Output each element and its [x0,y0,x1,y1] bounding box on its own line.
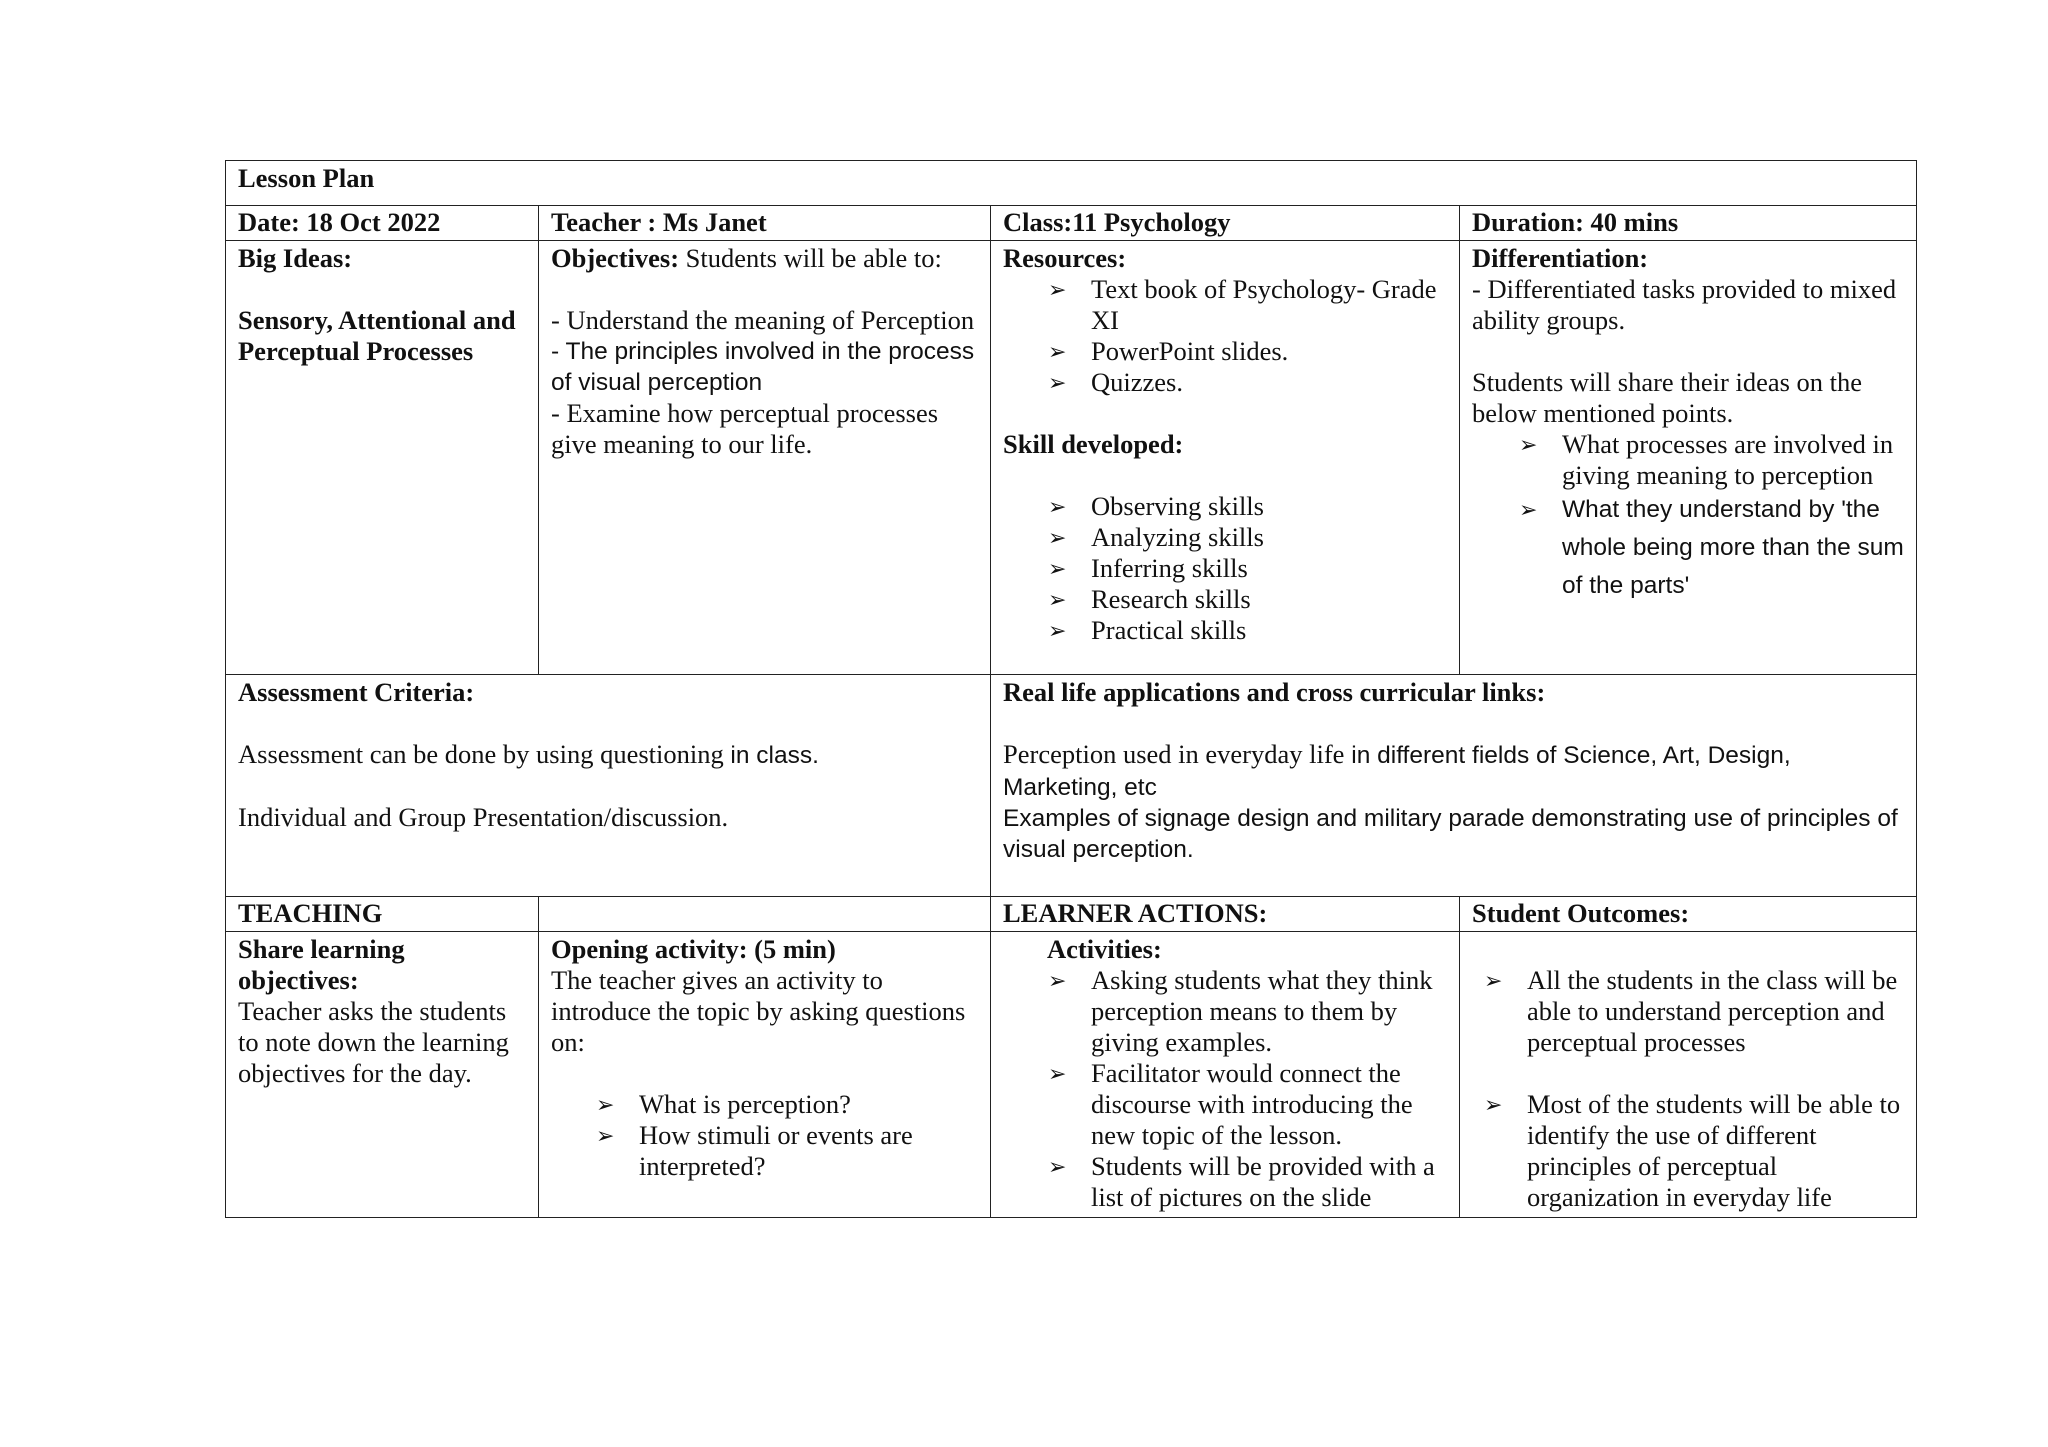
big-ideas-cell [226,240,539,675]
big-ideas-heading: Big Ideas: [238,242,353,273]
list-item: ➢ Students will be provided with a list of pictures on the slide [1048,1150,1435,1212]
objective-item: - Examine how perceptual processes give meaning to our life. [551,397,939,459]
list-item: ➢ Asking students what they think perception means to them by giving examples. [1048,964,1433,1057]
objective-item: - Understand the meaning of Perception [551,304,975,335]
class-cell: Class:11 Psychology [991,206,1460,240]
list-item: ➢ Research skills [1048,583,1251,614]
arrow-bullet-icon: ➢ [1484,1091,1503,1117]
objectives-cell [539,240,991,675]
resources-cell [991,240,1460,675]
lesson-plan-table [225,160,1917,1218]
arrow-bullet-icon: ➢ [596,1122,615,1148]
outcomes-cell [1460,931,1917,1218]
assessment-cell [226,675,991,897]
opening-text: The teacher gives an activity to introduce the topic by asking questions on: [551,964,966,1057]
opening-heading: Opening activity: (5 min) [551,933,836,964]
assessment-heading: Assessment Criteria: [238,677,475,708]
resources-list [1003,274,1447,398]
arrow-bullet-icon: ➢ [1048,617,1067,643]
real-life-text: Perception used in everyday life [1003,739,1345,770]
teacher-cell: Teacher : Ms Janet [539,206,991,240]
arrow-bullet-icon: ➢ [1048,369,1067,395]
lesson-plan-title: Lesson Plan [226,161,1917,206]
assessment-text: Assessment can be done by using questioning [238,739,731,770]
student-outcomes-header: Student Outcomes: [1460,897,1917,931]
arrow-bullet-icon: ➢ [1048,276,1067,302]
list-item: ➢ What they understand by 'the whole being more than the sum of the parts' [1519,491,1904,605]
learner-actions-header: LEARNER ACTIONS: [991,897,1460,931]
list-item: ➢ Inferring skills [1048,552,1248,583]
resources-heading: Resources: [1003,242,1127,273]
real-life-text: Examples of signage design and military parade demonstrating use of principles of visual perception. [1003,805,1898,864]
activities-cell [991,931,1460,1218]
arrow-bullet-icon: ➢ [1048,1153,1067,1179]
list-item: ➢ PowerPoint slides. [1048,335,1289,366]
objective-item: - The principles involved in the process of visual perception [551,337,975,396]
assessment-text: Individual and Group Presentation/discussion. [238,802,729,833]
arrow-bullet-icon: ➢ [1048,524,1067,550]
list-item: ➢ What processes are involved in giving meaning to perception [1519,428,1894,490]
list-item: ➢ Analyzing skills [1048,521,1264,552]
differentiation-text: - Differentiated tasks provided to mixed ability groups. [1472,273,1897,335]
opening-questions [551,1089,978,1182]
outcomes-list [1472,1089,1904,1213]
teaching-header: TEACHING [226,897,539,931]
list-item: ➢ Observing skills [1048,490,1264,521]
arrow-bullet-icon: ➢ [1519,431,1538,457]
arrow-bullet-icon: ➢ [1519,496,1538,522]
differentiation-points [1472,429,1904,605]
activities-heading: Activities: [1047,933,1162,964]
arrow-bullet-icon: ➢ [1484,967,1503,993]
activities-list [1003,965,1447,1213]
opening-activity-cell [539,931,991,1218]
arrow-bullet-icon: ➢ [1048,967,1067,993]
arrow-bullet-icon: ➢ [596,1091,615,1117]
list-item: ➢ How stimuli or events are interpreted? [596,1119,913,1181]
differentiation-text: Students will share their ideas on the below mentioned points. [1472,366,1863,428]
list-item: ➢ Text book of Psychology- Grade XI [1048,273,1437,335]
arrow-bullet-icon: ➢ [1048,493,1067,519]
real-life-cell [991,675,1917,897]
list-item: ➢ What is perception? [596,1088,851,1119]
list-item: ➢ Practical skills [1048,614,1247,645]
real-life-text: in different fields of Science, Art, Design, Marketing, etc [1003,742,1791,802]
skills-list [1003,491,1447,646]
skills-heading: Skill developed: [1003,428,1184,459]
list-item: ➢ Most of the students will be able to identify the use of different principles of perceptual organization in everyday life [1484,1088,1901,1212]
objectives-heading: Objectives: [551,242,680,273]
duration-cell: Duration: 40 mins [1460,206,1917,240]
real-life-heading: Real life applications and cross curricular links: [1003,677,1546,708]
outcomes-list [1472,965,1904,1058]
differentiation-cell [1460,240,1917,675]
differentiation-heading: Differentiation: [1472,242,1649,273]
arrow-bullet-icon: ➢ [1048,338,1067,364]
arrow-bullet-icon: ➢ [1048,555,1067,581]
blank-header [539,897,991,931]
share-objectives-cell [226,931,539,1218]
arrow-bullet-icon: ➢ [1048,586,1067,612]
big-ideas-topic: Sensory, Attentional and Perceptual Processes [238,304,516,366]
share-text: Teacher asks the students to note down the learning objectives for the day. [238,995,509,1088]
list-item: ➢ Quizzes. [1048,366,1183,397]
list-item: ➢ Facilitator would connect the discourse with introducing the new topic of the lesson. [1048,1057,1413,1150]
arrow-bullet-icon: ➢ [1048,1060,1067,1086]
list-item: ➢ All the students in the class will be able to understand perception and perceptual processes [1484,964,1898,1057]
date-cell: Date: 18 Oct 2022 [226,206,539,240]
assessment-text-tail: in class. [730,742,819,770]
objectives-intro: Students will be able to: [679,242,942,273]
share-heading: Share learning objectives: [238,933,405,995]
